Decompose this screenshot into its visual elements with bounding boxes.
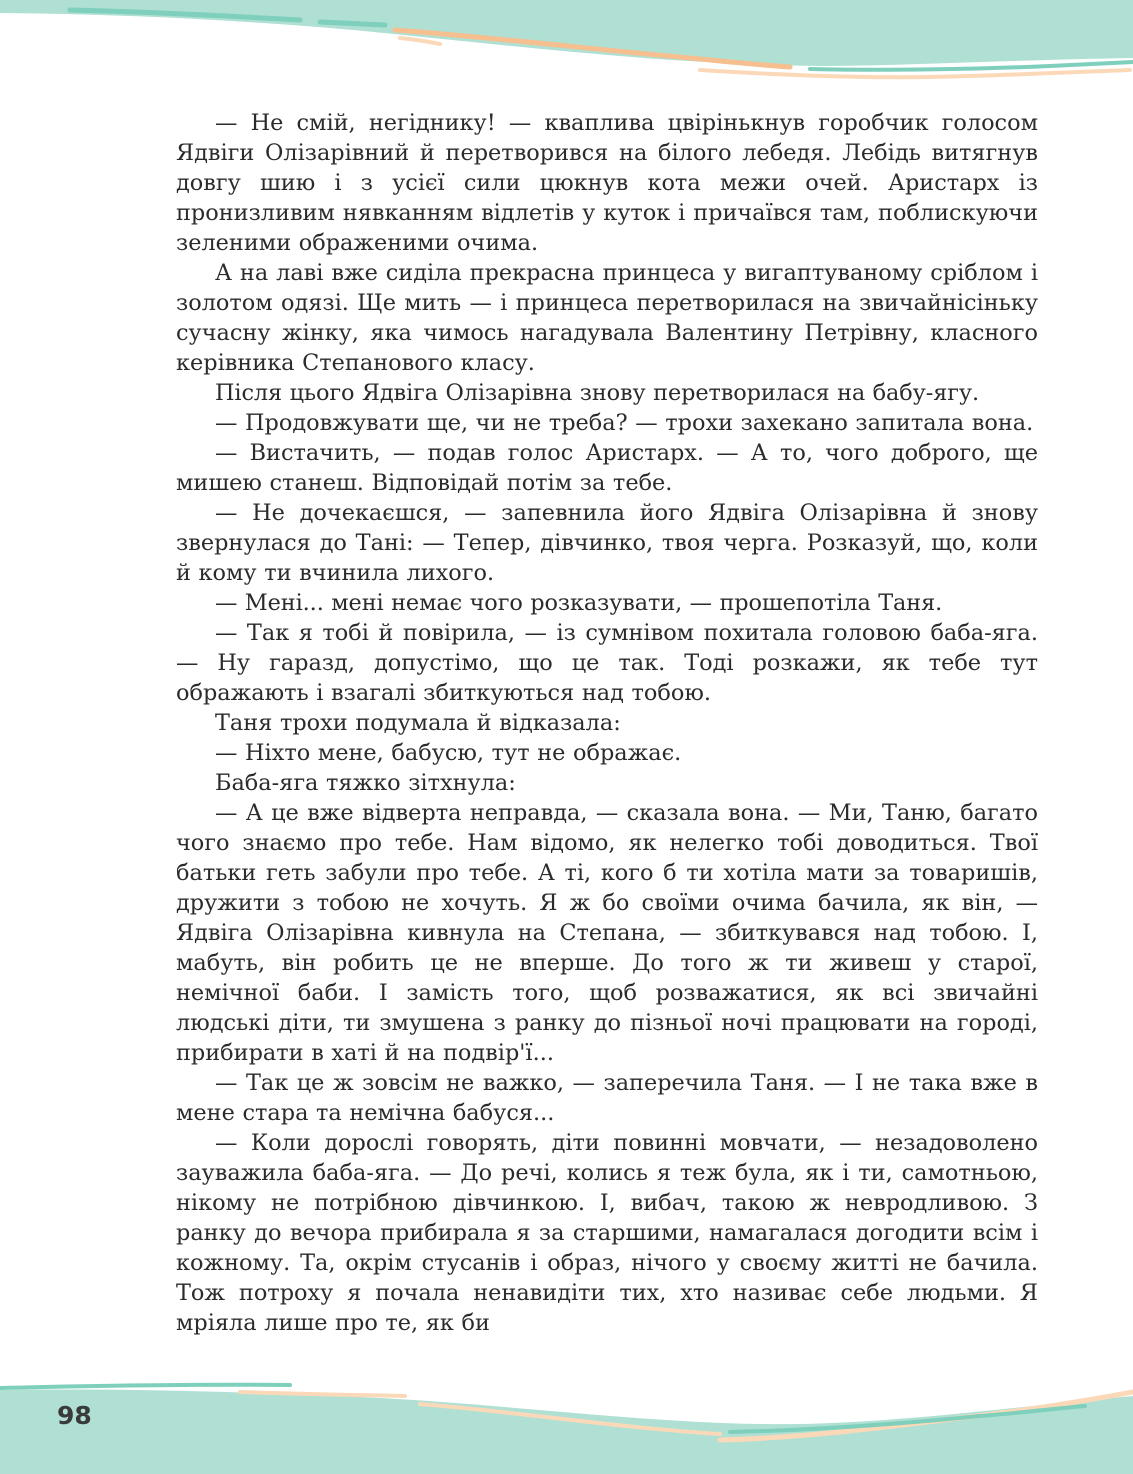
paragraph-2: А на лаві вже сиділа прекрасна принцеса у вигаптуваному сріблом і золотом одязі. Ще мить — і принцеса перетворилася на звичайнісіньку сучасну жінку, яка чимось нагадувала Валентину Петрівну, класного керівника Степанового класу.	[176, 260, 1038, 376]
bottom-decorative-wave	[0, 1370, 1133, 1474]
paragraph-6: — Не дочекаєшся, — запевнила його Ядвіга Олізарівна й знову звернулася до Тані: — Тепер, дівчинко, твоя черга. Розказуй, що, коли й кому ти вчинила лихого.	[176, 500, 1038, 586]
paragraph-8: — Так я тобі й повірила, — із сумнівом похитала головою баба-яга. — Ну гаразд, допустімо, що це так. Тоді розкажи, як тебе тут ображають і взагалі збиткуються над тобою.	[176, 620, 1038, 706]
paragraph-14: — Коли дорослі говорять, діти повинні мовчати, — незадоволено зауважила баба-яга. — До речі, колись я теж була, як і ти, самотньою, нікому не потрібною дівчинкою. І, вибач, такою ж невродливою. З ранку до вечора прибирала я за старшими, намагалася догодити всім і кожному. Та, окрім стусанів і образ, нічого у своєму житті не бачила. Тож потроху я почала ненавидіти тих, хто називає себе людьми. Я мріяла лише про те, як би	[176, 1130, 1038, 1336]
paragraph-9: Таня трохи подумала й відказала:	[215, 710, 621, 736]
story-text	[176, 108, 1038, 1338]
paragraph-10: — Ніхто мене, бабусю, тут не ображає.	[215, 740, 682, 766]
paragraph-12: — А це вже відверта неправда, — сказала вона. — Ми, Таню, багато чого знаємо про тебе. Нам відомо, як нелегко тобі доводиться. Твої батьки геть забули про тебе. А ті, кого б ти хотіла мати за товаришів, дружити з тобою не хочуть. Я ж бо своїми очима бачила, як він, — Ядвіга Олізарівна кивнула на Степана, — збиткувався над тобою. І, мабуть, він робить це не вперше. До того ж ти живеш у старої, немічної баби. І замість того, щоб розважатися, як всі звичайні людські діти, ти змушена з ранку до пізньої ночі працювати на городі, прибирати в хаті й на подвір'ї...	[176, 800, 1038, 1066]
paragraph-11: Баба-яга тяжко зітхнула:	[215, 770, 516, 796]
top-decorative-wave	[0, 0, 1133, 110]
paragraph-5: — Вистачить, — подав голос Аристарх. — А то, чого доброго, ще мишею станеш. Відповідай потім за тебе.	[176, 440, 1038, 496]
paragraph-3: Після цього Ядвіга Олізарівна знову перетворилася на бабу-ягу.	[215, 380, 979, 406]
paragraph-13: — Так це ж зовсім не важко, — заперечила Таня. — І не така вже в мене стара та немічна бабуся...	[176, 1070, 1038, 1126]
paragraph-7: — Мені... мені немає чого розказувати, — прошепотіла Таня.	[215, 590, 943, 616]
paragraph-1: — Не смій, негіднику! — кваплива цвірінькнув горобчик голосом Ядвіги Олізарівний й перетворився на білого лебедя. Лебідь витягнув довгу шию і з усієї сили цюкнув кота межи очей. Аристарх із пронизливим нявканням відлетів у куток і причаївся там, поблискуючи зеленими ображеними очима.	[176, 110, 1038, 256]
page-number: 98	[57, 1401, 92, 1430]
paragraph-4: — Продовжувати ще, чи не треба? — трохи захекано запитала вона.	[215, 410, 1034, 436]
